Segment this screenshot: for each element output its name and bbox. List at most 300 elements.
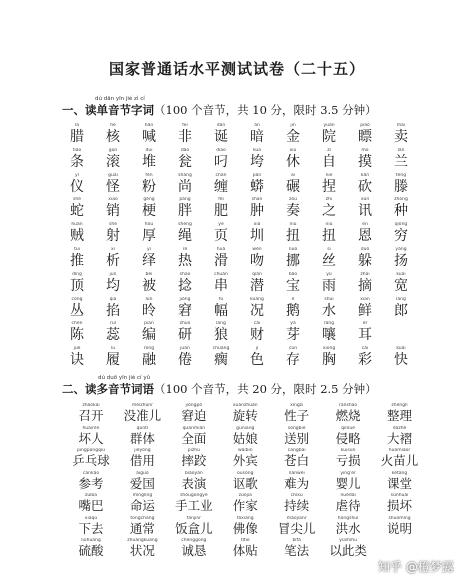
- word-text: 笔法: [284, 543, 310, 558]
- char-cell: [170, 321, 206, 346]
- word-cell: [115, 493, 166, 516]
- char-pinyin: féi: [218, 197, 224, 203]
- char-pinyin: niǔ: [325, 222, 333, 228]
- word-cell: [115, 426, 166, 449]
- char-pinyin: xiōng: [322, 346, 336, 352]
- word-pinyin: qúntǐ: [136, 425, 149, 431]
- char-glyph: 页: [214, 228, 228, 245]
- char-glyph: 耳: [358, 327, 372, 344]
- char-row: [62, 272, 422, 297]
- char-cell: [386, 247, 422, 272]
- char-glyph: 昤: [142, 302, 156, 319]
- word-cell: [373, 403, 424, 426]
- char-cell: [278, 197, 314, 222]
- char-pinyin: shéng: [178, 222, 192, 228]
- char-pinyin: xī: [111, 246, 115, 252]
- char-cell: [350, 197, 386, 222]
- word-pinyin: zhàokāi: [82, 403, 100, 408]
- char-pinyin: yá: [290, 321, 296, 327]
- char-pinyin: róng: [143, 346, 155, 352]
- char-cell: [386, 297, 422, 322]
- char-pinyin: chén: [71, 321, 83, 327]
- section2-grid: [64, 403, 424, 561]
- char-cell: [62, 148, 98, 173]
- char-glyph: 瓮: [178, 153, 192, 170]
- char-pinyin: pán: [252, 172, 262, 178]
- word-cell: [270, 516, 321, 539]
- char-cell: [314, 346, 350, 371]
- char-pinyin: é: [291, 296, 295, 302]
- word-text: 借用: [129, 453, 155, 468]
- char-pinyin: fú: [218, 296, 224, 302]
- word-cell: [115, 516, 166, 539]
- word-text: 通常: [129, 520, 155, 536]
- char-cell: [278, 148, 314, 173]
- word-pinyin: sǔnhuài: [390, 493, 409, 498]
- char-glyph: 狼: [214, 327, 228, 344]
- word-cell: [373, 426, 424, 449]
- char-cell: [134, 222, 170, 247]
- word-pinyin: yúshìhū: [339, 538, 357, 543]
- word-cell: [373, 471, 424, 494]
- char-cell: [386, 148, 422, 173]
- word-pinyin: chíxù: [290, 493, 303, 498]
- word-text: 冒尖儿: [277, 520, 316, 536]
- char-cell: [242, 148, 278, 173]
- char-cell: [386, 321, 422, 346]
- char-glyph: 怪: [106, 178, 120, 195]
- char-glyph: 碾: [286, 178, 300, 195]
- char-cell: [62, 272, 98, 297]
- word-pinyin: jiǒngpò: [185, 403, 203, 408]
- char-cell: [98, 272, 134, 297]
- char-glyph: 之: [322, 203, 336, 220]
- char-glyph: 胸: [322, 352, 336, 369]
- char-glyph: 恩: [358, 228, 372, 245]
- char-cell: [170, 346, 206, 371]
- word-cell: [167, 538, 218, 561]
- word-row: [64, 493, 424, 516]
- word-text: 难为: [284, 475, 310, 491]
- char-glyph: 喊: [142, 129, 156, 145]
- char-pinyin: xùn: [360, 197, 370, 203]
- char-cell: [98, 297, 134, 322]
- char-glyph: 蕊: [106, 327, 120, 344]
- word-text: 乒乓球: [72, 453, 110, 468]
- word-text: 命运: [129, 498, 155, 513]
- char-pinyin: kuàng: [250, 296, 264, 302]
- char-cell: [350, 173, 386, 198]
- char-pinyin: dǎo: [180, 147, 190, 153]
- char-cell: [350, 123, 386, 148]
- char-cell: [350, 272, 386, 297]
- char-pinyin: là: [74, 123, 79, 128]
- word-pinyin: cānkǎo: [82, 470, 100, 476]
- char-pinyin: ěr: [362, 321, 368, 327]
- char-glyph: 暗: [250, 129, 264, 145]
- char-cell: [98, 148, 134, 173]
- word-text: 参考: [78, 475, 104, 491]
- word-cell: [218, 403, 269, 426]
- word-cell: [321, 471, 372, 494]
- word-pinyin: huàirén: [82, 425, 100, 431]
- word-pinyin: bǐfǎ: [292, 538, 301, 543]
- char-glyph: 兰: [394, 153, 408, 170]
- char-cell: [386, 272, 422, 297]
- word-text: 摔跤: [181, 453, 207, 468]
- word-cell: [218, 426, 269, 449]
- char-cell: [62, 247, 98, 272]
- char-glyph: 鲜: [358, 302, 372, 319]
- char-glyph: 串: [214, 277, 228, 294]
- char-cell: [206, 222, 242, 247]
- char-glyph: 捻: [178, 277, 192, 294]
- char-pinyin: xiān: [360, 296, 370, 302]
- char-pinyin: jīn: [290, 123, 296, 128]
- word-text: 损坏: [387, 498, 413, 513]
- word-text: 苍白: [284, 453, 310, 468]
- word-text: 洪水: [335, 520, 361, 536]
- word-text: 课堂: [387, 475, 413, 491]
- word-cell: [270, 471, 321, 494]
- word-pinyin: tǐtiē: [240, 538, 250, 543]
- char-pinyin: kǎn: [360, 172, 370, 178]
- char-glyph: 况: [250, 302, 264, 319]
- char-pinyin: yè: [218, 222, 224, 228]
- word-pinyin: wàibīn: [237, 448, 253, 453]
- word-cell: [115, 471, 166, 494]
- char-glyph: 芽: [286, 327, 300, 344]
- char-cell: [170, 297, 206, 322]
- section1-heading: [62, 102, 377, 118]
- word-row: [64, 426, 424, 449]
- word-cell: [373, 516, 424, 539]
- char-cell: [98, 123, 134, 148]
- char-cell: [242, 197, 278, 222]
- word-cell: [167, 516, 218, 539]
- char-pinyin: yì: [147, 246, 151, 252]
- char-glyph: 蟒: [250, 178, 264, 195]
- char-pinyin: kuài: [396, 271, 406, 277]
- char-pinyin: dàn: [216, 123, 226, 128]
- word-text: 外宾: [232, 453, 258, 468]
- char-pinyin: huá: [216, 246, 226, 252]
- char-pinyin: xiá: [253, 222, 261, 228]
- char-glyph: 吻: [250, 252, 264, 269]
- char-cell: [278, 173, 314, 198]
- section1-heading-label: 一、读单音节字词: [62, 103, 154, 117]
- char-cell: [278, 123, 314, 148]
- char-glyph: 鹅: [286, 302, 300, 319]
- char-cell: [206, 148, 242, 173]
- char-pinyin: lán: [397, 147, 405, 153]
- char-glyph: 摘: [358, 277, 372, 294]
- char-cell: [170, 247, 206, 272]
- char-glyph: 梗: [142, 203, 156, 220]
- word-cell: [167, 471, 218, 494]
- word-text: 坏人: [78, 430, 104, 446]
- char-cell: [314, 321, 350, 346]
- char-cell: [278, 222, 314, 247]
- word-cell: [167, 493, 218, 516]
- char-cell: [242, 346, 278, 371]
- word-pinyin: cāngbái: [287, 448, 306, 453]
- char-pinyin: huàn: [71, 222, 83, 228]
- word-cell: [321, 516, 372, 539]
- word-row: [64, 471, 424, 494]
- word-text: 手工业: [175, 498, 213, 513]
- char-pinyin: fěn: [145, 172, 153, 178]
- word-text: 婴儿: [335, 475, 361, 491]
- char-pinyin: guài: [108, 172, 118, 178]
- char-cell: [350, 297, 386, 322]
- char-pinyin: láng: [216, 321, 226, 327]
- word-pinyin: pīngpāngqiú: [76, 448, 106, 453]
- word-text: 作家: [232, 498, 258, 513]
- char-glyph: 诀: [70, 352, 84, 369]
- char-cell: [170, 272, 206, 297]
- char-pinyin: ruǐ: [110, 321, 116, 327]
- char-pinyin: mō: [361, 147, 369, 153]
- char-pinyin: ràng: [323, 321, 335, 327]
- char-pinyin: lún: [145, 296, 153, 302]
- char-pinyin: pàng: [179, 197, 191, 203]
- char-glyph: 休: [286, 153, 300, 170]
- word-cell: [64, 493, 115, 516]
- char-pinyin: gǔn: [108, 147, 118, 153]
- word-pinyin: xìngzi: [290, 403, 304, 408]
- char-cell: [314, 148, 350, 173]
- word-text: 嘴巴: [78, 498, 104, 513]
- char-pinyin: cún: [288, 346, 298, 352]
- word-text: 群体: [129, 430, 155, 446]
- char-pinyin: shè: [109, 222, 117, 228]
- char-cell: [386, 346, 422, 371]
- char-glyph: 掐: [106, 302, 120, 319]
- char-cell: [278, 297, 314, 322]
- char-cell: [134, 173, 170, 198]
- char-cell: [62, 173, 98, 198]
- word-cell: [64, 426, 115, 449]
- char-glyph: 幅: [214, 302, 228, 319]
- char-cell: [134, 297, 170, 322]
- char-pinyin: piǎo: [360, 123, 370, 128]
- char-pinyin: niǔ: [289, 222, 297, 228]
- word-cell: [218, 516, 269, 539]
- char-cell: [134, 197, 170, 222]
- char-glyph: 丛: [70, 302, 84, 319]
- char-cell: [170, 123, 206, 148]
- char-glyph: 自: [322, 153, 336, 170]
- word-text: 说明: [387, 520, 413, 536]
- char-pinyin: qiā: [109, 296, 117, 302]
- char-pinyin: mài: [396, 123, 406, 128]
- word-text: 下去: [78, 520, 104, 536]
- char-cell: [242, 321, 278, 346]
- word-text: 窘迫: [181, 408, 207, 423]
- char-glyph: 存: [286, 352, 300, 369]
- char-glyph: 嚷: [322, 327, 336, 344]
- word-pinyin: yīng'ér: [340, 470, 356, 476]
- char-glyph: 研: [178, 327, 192, 344]
- char-glyph: 院: [322, 129, 336, 145]
- word-pinyin: hóngshuǐ: [337, 515, 359, 521]
- char-pinyin: hé: [110, 123, 116, 128]
- char-pinyin: yuàn: [323, 123, 335, 128]
- char-pinyin: qián: [252, 271, 262, 277]
- char-cell: [98, 247, 134, 272]
- section2-heading-label: 二、读多音节词语: [62, 382, 154, 396]
- word-cell: [167, 448, 218, 471]
- char-pinyin: piān: [144, 321, 154, 327]
- char-cell: [350, 321, 386, 346]
- char-glyph: 诞: [214, 129, 228, 145]
- word-pinyin: ránshāo: [339, 403, 358, 408]
- word-cell: [270, 493, 321, 516]
- char-cell: [98, 222, 134, 247]
- word-text: 虐待: [335, 498, 361, 513]
- section1-grid: [62, 123, 422, 371]
- char-cell: [314, 247, 350, 272]
- char-cell: [350, 346, 386, 371]
- char-glyph: 财: [250, 327, 264, 344]
- char-glyph: 种: [394, 203, 408, 220]
- char-glyph: 绎: [142, 252, 156, 269]
- char-pinyin: kuài: [396, 346, 406, 352]
- char-cell: [242, 247, 278, 272]
- char-cell: [386, 197, 422, 222]
- char-pinyin: qióng: [394, 222, 408, 228]
- word-text: 硫酸: [78, 543, 104, 558]
- char-glyph: 挪: [286, 252, 300, 269]
- char-pinyin: sī: [327, 246, 331, 252]
- word-cell: [64, 538, 115, 561]
- char-pinyin: láng: [396, 296, 406, 302]
- char-glyph: 厚: [142, 228, 156, 245]
- char-pinyin: yáng: [395, 246, 407, 252]
- word-pinyin: gūniang: [236, 425, 255, 431]
- char-cell: [206, 297, 242, 322]
- char-glyph: 顶: [70, 277, 84, 294]
- char-row: [62, 222, 422, 247]
- char-cell: [206, 123, 242, 148]
- char-glyph: 肿: [250, 203, 264, 220]
- char-pinyin: wěn: [252, 246, 262, 252]
- char-pinyin: kuā: [252, 147, 262, 153]
- word-text: 性子: [284, 408, 310, 423]
- char-glyph: 圳: [250, 228, 264, 245]
- char-pinyin: diāo: [216, 147, 226, 153]
- word-text: 召开: [78, 408, 104, 423]
- word-cell: [321, 493, 372, 516]
- char-glyph: 快: [394, 352, 408, 369]
- char-glyph: 郎: [394, 302, 408, 319]
- word-cell: [64, 448, 115, 471]
- char-pinyin: ēn: [362, 222, 368, 228]
- word-text: 亏损: [335, 453, 361, 468]
- char-glyph: 雨: [322, 277, 336, 294]
- char-pinyin: bǎo: [288, 271, 298, 277]
- char-pinyin: àn: [254, 123, 260, 128]
- char-cell: [242, 222, 278, 247]
- word-cell: [167, 403, 218, 426]
- page-title: 国家普通话水平测试试卷（二十五）: [108, 60, 365, 78]
- char-pinyin: zhòng: [394, 197, 408, 203]
- word-cell: [115, 403, 166, 426]
- char-glyph: 滕: [394, 178, 408, 195]
- char-cell: [134, 123, 170, 148]
- word-pinyin: pīzhù: [187, 448, 200, 453]
- char-cell: [314, 173, 350, 198]
- word-text: 整理: [387, 408, 413, 423]
- word-text: 佛像: [232, 520, 258, 536]
- char-pinyin: cái: [253, 321, 261, 327]
- char-pinyin: ài: [290, 172, 295, 178]
- char-glyph: 瘸: [214, 352, 228, 369]
- word-pinyin: fànjīnr: [186, 515, 202, 521]
- word-cell: [321, 403, 372, 426]
- char-cell: [314, 123, 350, 148]
- char-glyph: 滑: [214, 252, 228, 269]
- char-cell: [98, 346, 134, 371]
- word-cell: [321, 538, 372, 561]
- char-cell: [242, 173, 278, 198]
- char-pinyin: cóng: [71, 296, 83, 302]
- section1-heading-note: （100 个音节，共 10 分，限时 3.5 分钟）: [154, 103, 377, 117]
- char-glyph: 被: [142, 277, 156, 294]
- char-glyph: 陈: [70, 327, 84, 344]
- char-glyph: 融: [142, 352, 156, 369]
- word-pinyin: liúhuáng: [81, 538, 101, 543]
- char-pinyin: zhuó: [179, 321, 191, 327]
- char-glyph: 色: [250, 352, 264, 369]
- word-cell: [64, 471, 115, 494]
- char-glyph: 热: [178, 252, 192, 269]
- char-cell: [206, 197, 242, 222]
- word-cell: [218, 448, 269, 471]
- char-glyph: 扭: [286, 228, 300, 245]
- char-cell: [134, 346, 170, 371]
- char-cell: [134, 247, 170, 272]
- char-glyph: 腊: [70, 129, 84, 145]
- char-cell: [350, 148, 386, 173]
- word-pinyin: kuīsǔn: [340, 448, 356, 453]
- char-glyph: 水: [322, 302, 336, 319]
- char-cell: [278, 247, 314, 272]
- char-glyph: 扬: [394, 252, 408, 269]
- char-glyph: 叼: [214, 153, 228, 170]
- char-row: [62, 197, 422, 222]
- char-cell: [314, 297, 350, 322]
- char-pinyin: rè: [182, 246, 188, 252]
- word-pinyin: fóxiàng: [236, 515, 254, 521]
- char-glyph: 非: [178, 129, 192, 145]
- word-pinyin: kètáng: [391, 470, 408, 476]
- char-cell: [350, 247, 386, 272]
- word-cell: [270, 538, 321, 561]
- char-row: [62, 148, 422, 173]
- char-cell: [170, 222, 206, 247]
- word-cell: [167, 426, 218, 449]
- char-pinyin: juàn: [180, 346, 190, 352]
- word-cell: [64, 516, 115, 539]
- word-pinyin: àiguó: [136, 470, 149, 476]
- word-cell: [373, 448, 424, 471]
- section2-pinyin: dú duō yīn jié cí yǔ: [98, 375, 151, 381]
- word-text: 状况: [129, 543, 155, 558]
- word-cell: [373, 493, 424, 516]
- word-cell: [270, 426, 321, 449]
